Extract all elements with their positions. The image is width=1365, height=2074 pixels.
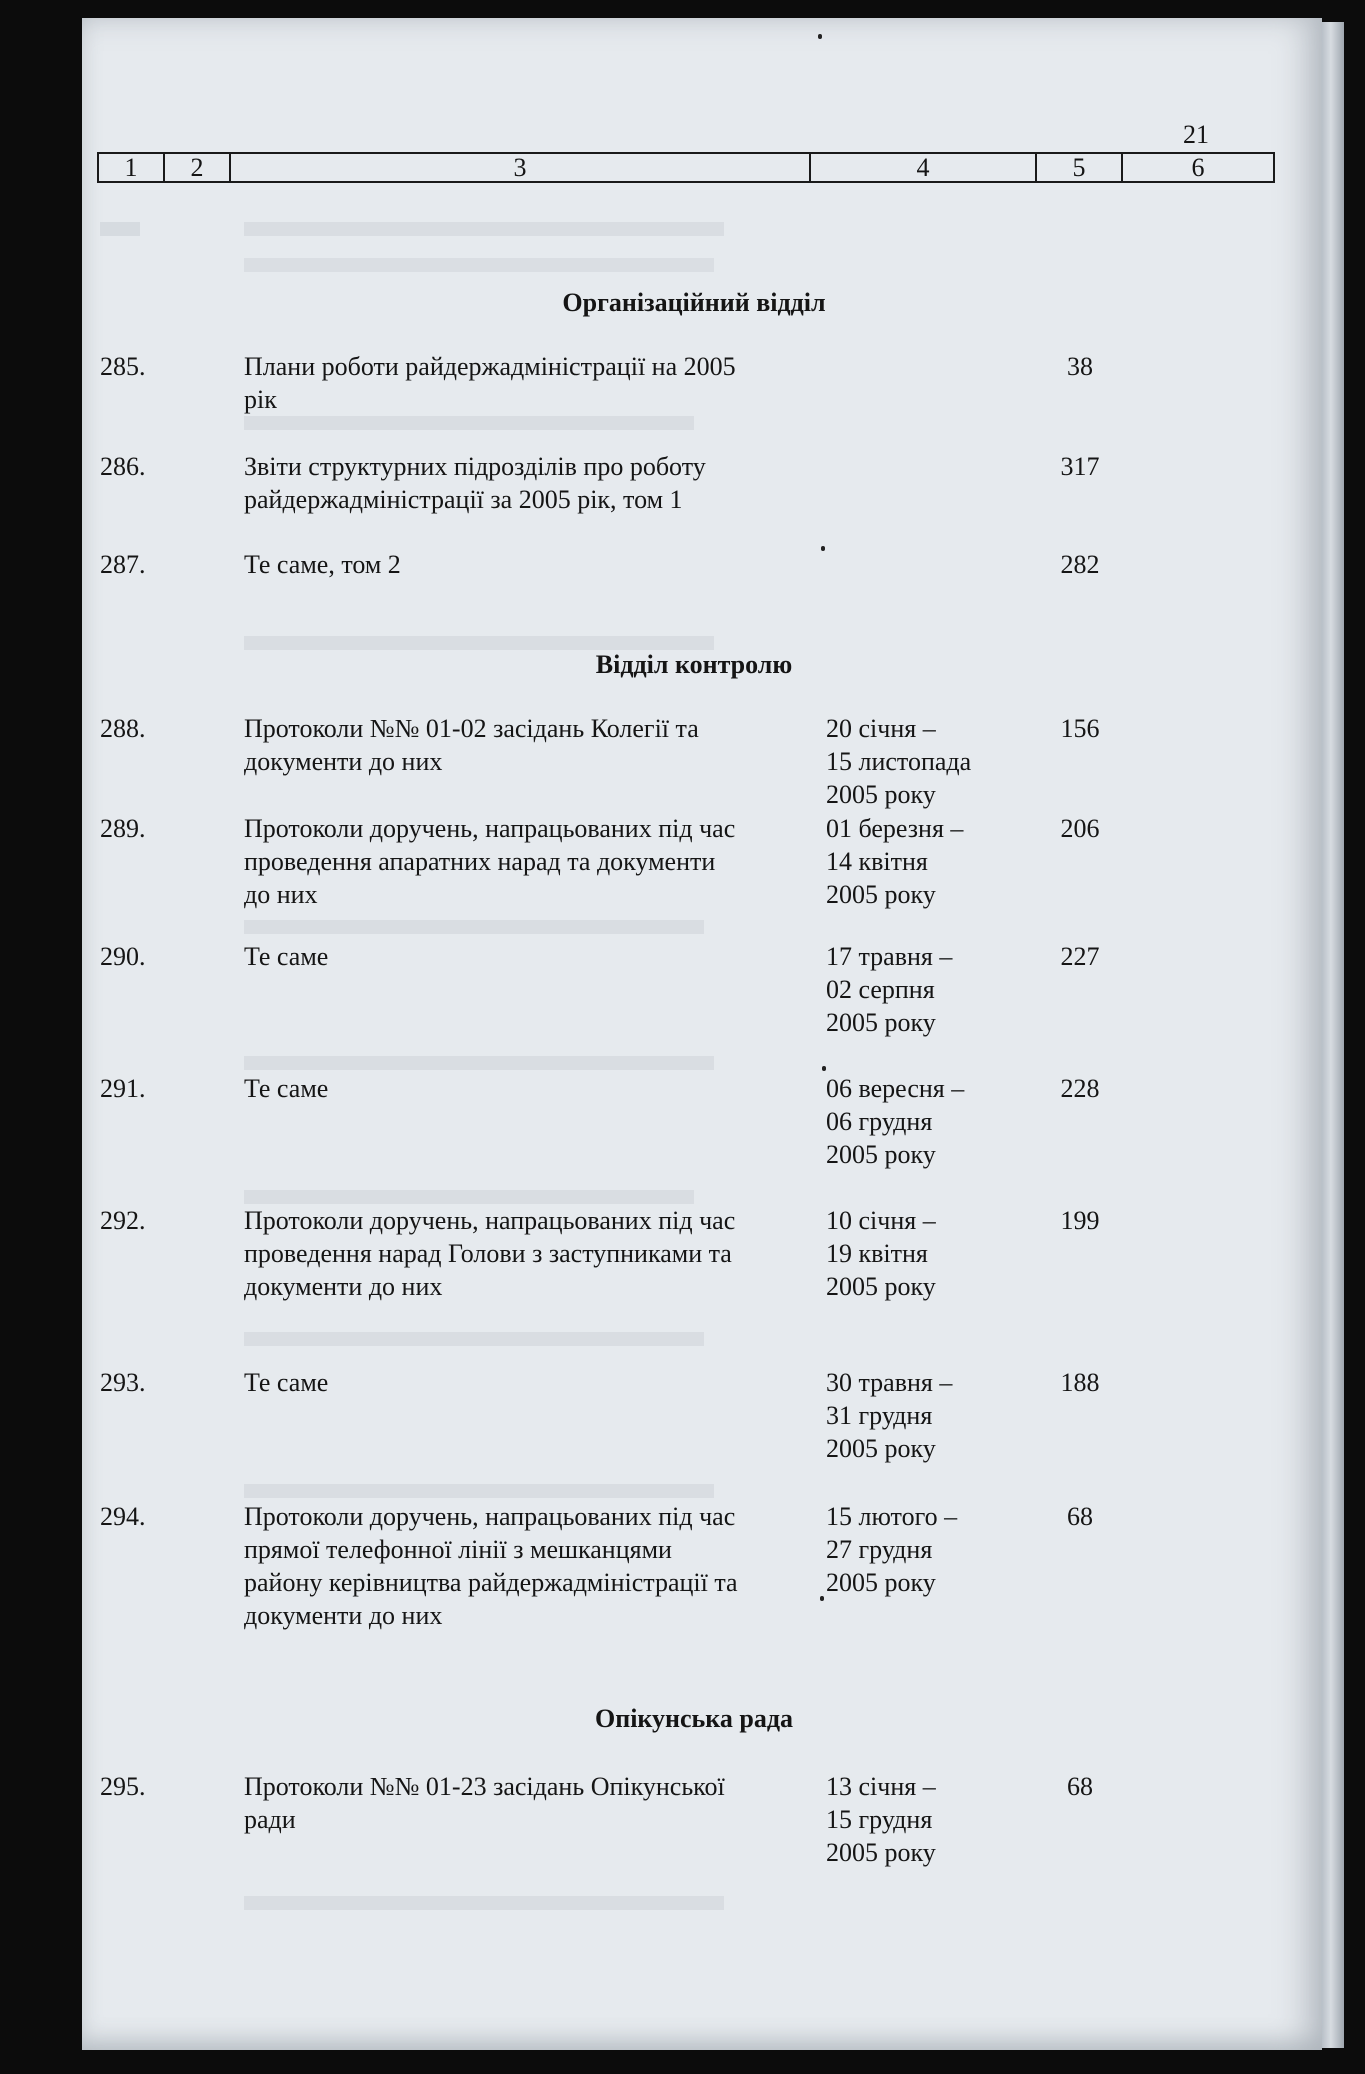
item-dates bbox=[826, 1204, 996, 1303]
date-line: 14 квітня bbox=[826, 847, 928, 876]
sheet-count: 188 bbox=[1060, 1368, 1100, 1397]
item-number: 290. bbox=[100, 942, 146, 971]
date-line: 30 травня – bbox=[826, 1368, 953, 1397]
column-header: 1 bbox=[99, 154, 165, 181]
column-header: 4 bbox=[811, 154, 1037, 181]
page-edge bbox=[1322, 22, 1344, 2048]
date-line: 02 серпня bbox=[826, 975, 935, 1004]
item-number: 285. bbox=[100, 352, 146, 381]
sheet-count: 228 bbox=[1060, 1074, 1100, 1103]
sheet-count: 282 bbox=[1060, 550, 1100, 579]
title-line: документи до них bbox=[244, 1272, 443, 1301]
item-number: 289. bbox=[100, 814, 146, 843]
title-line: Плани роботи райдержадміністрації на 2005 bbox=[244, 352, 736, 381]
column-header-row bbox=[97, 152, 1275, 183]
title-line: Те саме, том 2 bbox=[244, 550, 401, 579]
title-line: району керівництва райдержадміністрації та bbox=[244, 1568, 738, 1597]
column-header: 5 bbox=[1037, 154, 1123, 181]
item-title bbox=[244, 712, 814, 778]
title-line: Протоколи №№ 01-02 засідань Колегії та bbox=[244, 714, 699, 743]
title-line: райдержадміністрації за 2005 рік, том 1 bbox=[244, 485, 683, 514]
sheet-count: 68 bbox=[1067, 1502, 1093, 1531]
title-line: Те саме bbox=[244, 1368, 329, 1397]
title-line: прямої телефонної лінії з мешканцями bbox=[244, 1535, 672, 1564]
item-dates bbox=[826, 1500, 996, 1599]
item-title bbox=[244, 812, 814, 911]
date-line: 31 грудня bbox=[826, 1401, 933, 1430]
date-line: 17 травня – bbox=[826, 942, 953, 971]
sheet-count: 199 bbox=[1060, 1206, 1100, 1235]
item-number: 287. bbox=[100, 550, 146, 579]
item-title bbox=[244, 1366, 814, 1399]
item-title bbox=[244, 940, 814, 973]
title-line: рік bbox=[244, 385, 277, 414]
item-number: 295. bbox=[100, 1772, 146, 1801]
title-line: документи до них bbox=[244, 747, 443, 776]
item-number: 286. bbox=[100, 452, 146, 481]
date-line: 06 грудня bbox=[826, 1107, 933, 1136]
title-line: документи до них bbox=[244, 1601, 443, 1630]
paper-speck bbox=[820, 1596, 824, 1601]
date-line: 2005 року bbox=[826, 1008, 936, 1037]
sheet-count: 38 bbox=[1067, 352, 1093, 381]
paper-sheet bbox=[82, 18, 1322, 2050]
date-line: 2005 року bbox=[826, 1838, 936, 1867]
date-line: 15 лютого – bbox=[826, 1502, 958, 1531]
item-dates bbox=[826, 812, 996, 911]
date-line: 2005 року bbox=[826, 880, 936, 909]
item-number: 294. bbox=[100, 1502, 146, 1531]
item-dates bbox=[826, 712, 996, 811]
paper-speck bbox=[821, 546, 825, 551]
item-title bbox=[244, 1204, 814, 1303]
section-title: Відділ контролю bbox=[595, 650, 793, 679]
item-title bbox=[244, 450, 814, 516]
sheet-count: 68 bbox=[1067, 1772, 1093, 1801]
date-line: 15 листопада bbox=[826, 747, 972, 776]
item-dates bbox=[826, 1366, 996, 1465]
date-line: 20 січня – bbox=[826, 714, 936, 743]
date-line: 2005 року bbox=[826, 1434, 936, 1463]
item-dates bbox=[826, 1770, 996, 1869]
item-dates bbox=[826, 940, 996, 1039]
date-line: 2005 року bbox=[826, 1568, 936, 1597]
item-title bbox=[244, 1072, 814, 1105]
date-line: 2005 року bbox=[826, 1272, 936, 1301]
item-number: 291. bbox=[100, 1074, 146, 1103]
item-number: 292. bbox=[100, 1206, 146, 1235]
title-line: Те саме bbox=[244, 1074, 329, 1103]
item-number: 288. bbox=[100, 714, 146, 743]
paper-speck bbox=[822, 1066, 826, 1071]
page-number: 21 bbox=[1183, 120, 1209, 149]
date-line: 13 січня – bbox=[826, 1772, 936, 1801]
title-line: проведення апаратних нарад та документи bbox=[244, 847, 716, 876]
date-line: 06 вересня – bbox=[826, 1074, 965, 1103]
title-line: до них bbox=[244, 880, 318, 909]
title-line: Протоколи доручень, напрацьованих під час bbox=[244, 1502, 736, 1531]
date-line: 2005 року bbox=[826, 780, 936, 809]
date-line: 15 грудня bbox=[826, 1805, 933, 1834]
title-line: Протоколи №№ 01-23 засідань Опікунської bbox=[244, 1772, 725, 1801]
item-title bbox=[244, 1500, 814, 1632]
date-line: 2005 року bbox=[826, 1140, 936, 1169]
date-line: 01 березня – bbox=[826, 814, 964, 843]
item-dates bbox=[826, 1072, 996, 1171]
title-line: ради bbox=[244, 1805, 296, 1834]
section-title: Організаційний відділ bbox=[562, 288, 826, 317]
date-line: 10 січня – bbox=[826, 1206, 936, 1235]
item-number: 293. bbox=[100, 1368, 146, 1397]
item-title bbox=[244, 548, 814, 581]
item-title bbox=[244, 350, 814, 416]
title-line: проведення нарад Голови з заступниками та bbox=[244, 1239, 732, 1268]
sheet-count: 227 bbox=[1060, 942, 1100, 971]
sheet-count: 206 bbox=[1060, 814, 1100, 843]
title-line: Протоколи доручень, напрацьованих під час bbox=[244, 1206, 736, 1235]
date-line: 27 грудня bbox=[826, 1535, 933, 1564]
paper-speck bbox=[818, 34, 822, 39]
column-header: 2 bbox=[165, 154, 231, 181]
item-title bbox=[244, 1770, 814, 1836]
sheet-count: 317 bbox=[1060, 452, 1100, 481]
title-line: Те саме bbox=[244, 942, 329, 971]
title-line: Протоколи доручень, напрацьованих під час bbox=[244, 814, 736, 843]
sheet-count: 156 bbox=[1060, 714, 1100, 743]
date-line: 19 квітня bbox=[826, 1239, 928, 1268]
column-header: 6 bbox=[1191, 153, 1205, 182]
title-line: Звіти структурних підрозділів про роботу bbox=[244, 452, 706, 481]
column-header: 3 bbox=[231, 154, 811, 181]
section-title: Опікунська рада bbox=[594, 1704, 793, 1733]
